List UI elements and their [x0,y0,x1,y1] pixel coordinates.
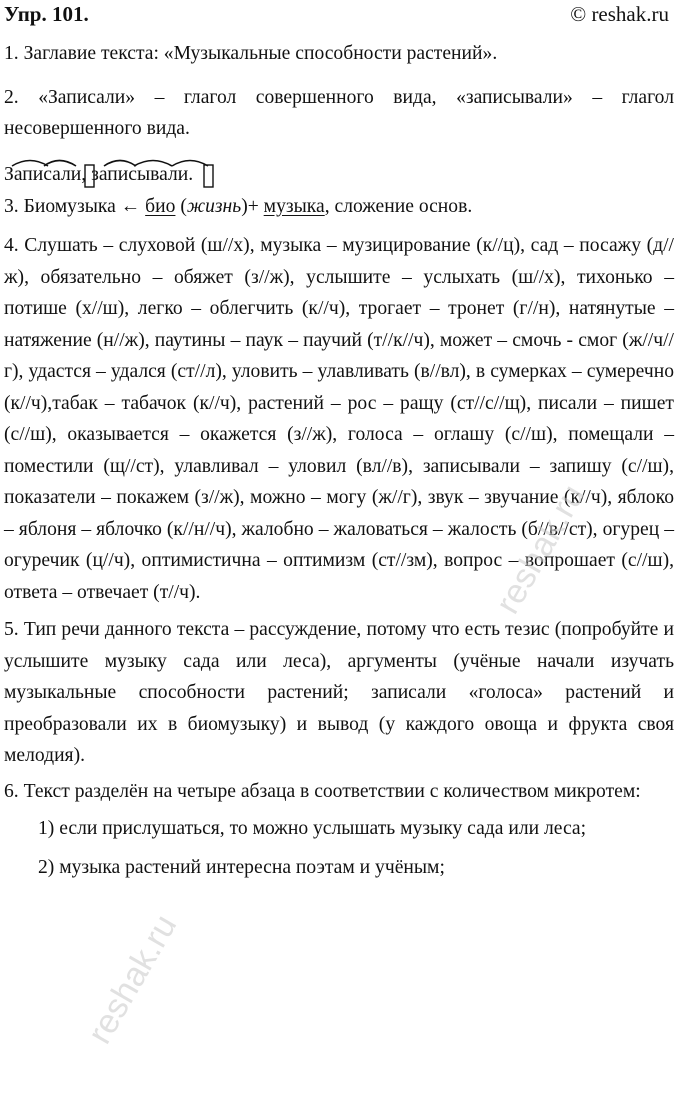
p3-root-bio: био [145,195,176,217]
ending-box-2 [204,165,213,187]
paragraph-6: 6. Текст разделён на четыре абзаца в соответствии с количеством микротем: [4,780,641,802]
p3-text-b: ( [175,195,187,217]
morph-word-1: Записали [4,163,82,185]
paragraph-3 [4,191,674,223]
morph-line-text [4,159,193,191]
paragraph-4: 4. Слушать – слуховой (ш//х), музыка – музицирование (к//ц), сад – посажу (д//ж), обязательно – обяжет (з//ж), услышите – услыхать (ш//х), тихонько – потише (х//ш), легко – облегчить (к//ч), трогает – тронет (г//н), натянутые – натяжение (н//ж), паутины – паук – паучий (т//к//ч), может – смочь - смог (ж//ч//г), удастся – удался (ст//л), уловить – улавливать (в//вл), в сумерках – сумеречно (к//ч),табак – табачок (к//ч), растений – рос – ращу (ст//с//щ), писали – пишет (с//ш), оказывается – окажется (з//ж), голоса – оглашу (с//ш), помещали – поместили (щ//ст), улавливал – уловил (вл//в), записывали – запишу (с//ш), показатели – покажем (з//ж), можно – могу (ж//г), звук – звучание (к//ч), яблоко – яблоня – яблочко (к//н//ч), жалобно – жаловаться – жалость (б//в//ст), огурец – огуречик (ц//ч), оптимистична – оптимизм (ст//зм), вопрос – вопрошает (с//ш), ответа – отвечает (т//ч). [4,235,674,603]
list-item: 2) музыка растений интересна поэтам и учёным; [38,856,445,878]
morph-end: . [188,163,194,185]
p3-gloss: жизнь [186,195,242,217]
watermark: reshak.ru [80,908,185,1051]
p3-root-muzyka: музыка [263,195,325,217]
p3-text-c: )+ [241,195,264,217]
page-header [0,0,677,30]
list-item: 1) если прислушаться, то можно услышать музыку сада или леса; [38,818,587,839]
paragraph-1: 1. Заглавие текста: «Музыкальные способности растений». [4,43,498,64]
site-credit: © reshak.ru [570,2,669,26]
p3-text-d: , сложение основ. [324,195,473,217]
paragraph-2: 2. «Записали» – глагол совершенного вида, «записывали» – глагол несовершенного вида. [4,86,674,139]
exercise-title: Упр. 101. [4,2,89,26]
watermark: reshak.ru [488,478,593,621]
morph-word-2: записывали [91,163,189,185]
morpheme-analysis [4,151,674,191]
document-body [4,38,674,890]
morph-sep: , [81,163,92,185]
p3-text-a: 3. Биомузыка ← [4,195,146,217]
paragraph-5: 5. Тип речи данного текста – рассуждение, потому что есть тезис (попробуйте и услышите музыку сада или леса), аргументы (учёные начали изучать музыкальные способности растений; записали «голоса» растений и преобразовали их в биомузыку) и вывод (у каждого овоща и фрукта своя мелодия). [4,619,674,766]
